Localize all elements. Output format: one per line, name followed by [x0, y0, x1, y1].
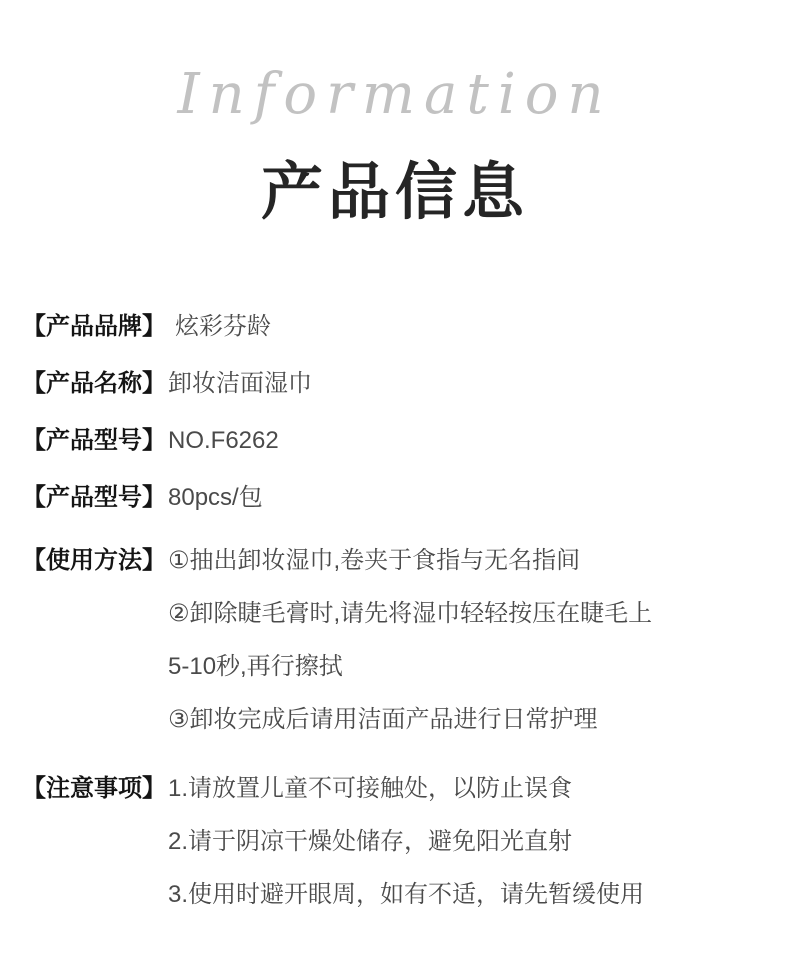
- value-line: ②卸除睫毛膏时,请先将湿巾轻轻按压在睫毛上: [168, 600, 653, 627]
- info-row-model: [22, 424, 774, 457]
- info-row-brand: [22, 310, 774, 343]
- row-value: [168, 772, 644, 911]
- page-title: 产品信息: [260, 158, 529, 227]
- value-line: 80pcs/包: [168, 484, 263, 511]
- row-value: [168, 481, 263, 514]
- info-row-notes: [22, 772, 774, 911]
- row-label: 【产品品牌】: [22, 313, 166, 340]
- row-value: [168, 544, 652, 736]
- value-line: ①抽出卸妆湿巾,卷夹于食指与无名指间: [168, 547, 581, 574]
- value-line: ③卸妆完成后请用洁面产品进行日常护理: [168, 706, 598, 733]
- value-line: 3.使用时避开眼周，如有不适，请先暂缓使用: [168, 881, 645, 908]
- value-line: 1.请放置儿童不可接触处，以防止误食: [168, 775, 573, 802]
- value-line: 卸妆洁面湿巾: [168, 370, 312, 397]
- info-list: [22, 310, 774, 935]
- row-label: 【注意事项】: [22, 775, 166, 802]
- row-label: 【使用方法】: [22, 547, 166, 574]
- decorative-script-word: Information: [177, 62, 613, 127]
- info-row-name: [22, 367, 774, 400]
- row-value: [168, 310, 271, 343]
- value-line: 2.请于阴凉干燥处储存，避免阳光直射: [168, 828, 573, 855]
- row-value: [168, 367, 312, 400]
- info-row-spec: [22, 481, 774, 514]
- row-label: 【产品型号】: [22, 427, 166, 454]
- info-row-usage: [22, 544, 774, 736]
- value-line: 炫彩芬龄: [175, 313, 271, 340]
- row-label: 【产品名称】: [22, 370, 166, 397]
- row-value: [168, 424, 279, 457]
- row-label: 【产品型号】: [22, 484, 166, 511]
- value-line: 5-10秒,再行擦拭: [168, 653, 343, 680]
- value-line: NO.F6262: [168, 427, 279, 454]
